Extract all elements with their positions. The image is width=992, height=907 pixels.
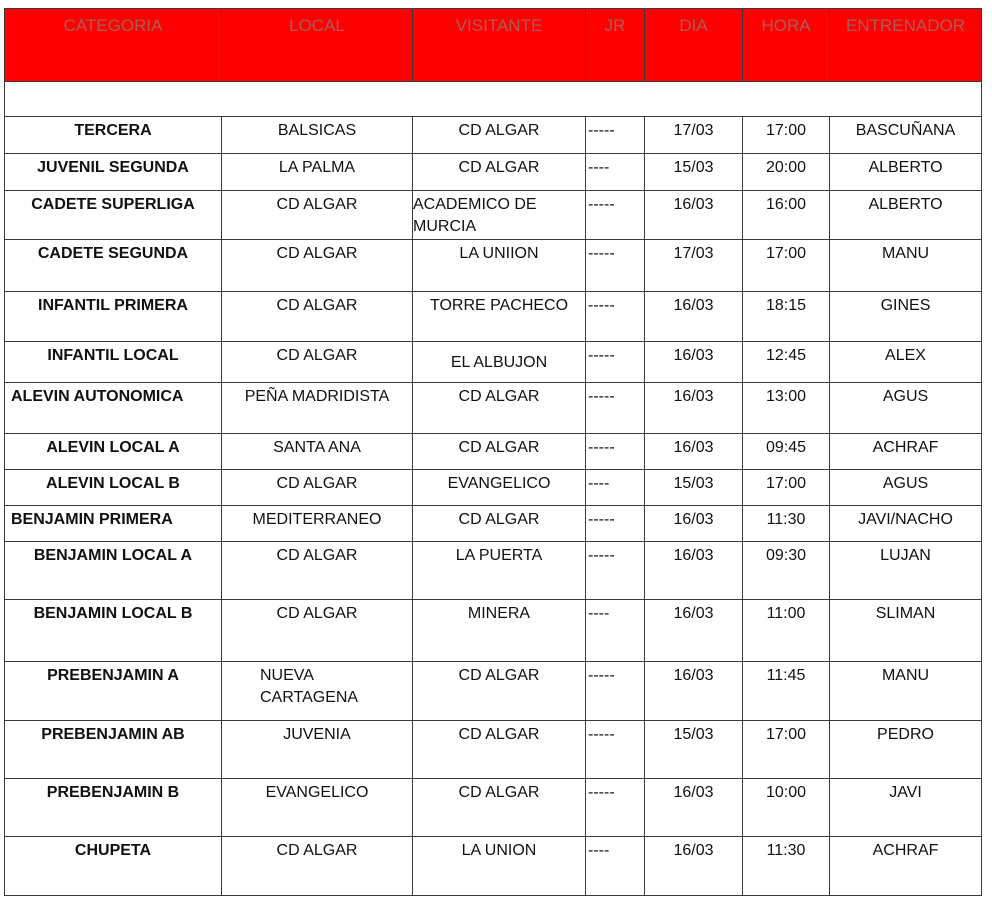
cell-entrenador: MANU [830,662,982,721]
cell-dia: 17/03 [645,117,743,154]
cell-categoria: ALEVIN LOCAL A [5,434,222,470]
cell-jr: ----- [586,542,645,600]
cell-local: CD ALGAR [222,342,413,383]
cell-dia: 16/03 [645,837,743,896]
table-row [5,342,982,383]
cell-entrenador: ALBERTO [830,191,982,240]
cell-dia: 16/03 [645,191,743,240]
cell-local: CD ALGAR [222,542,413,600]
cell-local: CD ALGAR [222,470,413,506]
cell-hora: 17:00 [743,721,830,779]
table-row [5,662,982,721]
cell-visitante: MINERA [413,600,586,662]
cell-entrenador: ACHRAF [830,434,982,470]
cell-local: JUVENIA [222,721,413,779]
cell-visitante: CD ALGAR [413,434,586,470]
cell-local: PEÑA MADRIDISTA [222,383,413,434]
cell-local: CD ALGAR [222,191,413,240]
cell-entrenador: MANU [830,240,982,292]
cell-entrenador: JAVI/NACHO [830,506,982,542]
spacer-row [5,82,982,117]
cell-local: CD ALGAR [222,837,413,896]
table-row [5,292,982,342]
cell-categoria: PREBENJAMIN A [5,662,222,721]
table-row [5,191,982,240]
cell-dia: 16/03 [645,600,743,662]
cell-dia: 16/03 [645,506,743,542]
cell-dia: 15/03 [645,154,743,191]
cell-jr: ---- [586,837,645,896]
cell-visitante: LA UNION [413,837,586,896]
cell-jr: ----- [586,721,645,779]
cell-categoria: CADETE SEGUNDA [5,240,222,292]
cell-jr: ----- [586,506,645,542]
cell-visitante: LA PUERTA [413,542,586,600]
cell-categoria: TERCERA [5,117,222,154]
header-visitante: VISITANTE [413,9,586,82]
cell-categoria: CADETE SUPERLIGA [5,191,222,240]
cell-visitante: LA UNIION [413,240,586,292]
cell-dia: 16/03 [645,342,743,383]
cell-entrenador: AGUS [830,383,982,434]
table-row [5,154,982,191]
header-hora: HORA [743,9,830,82]
cell-jr: ----- [586,779,645,837]
cell-dia: 16/03 [645,434,743,470]
cell-hora: 17:00 [743,470,830,506]
cell-jr: ---- [586,154,645,191]
cell-categoria: PREBENJAMIN B [5,779,222,837]
cell-categoria: INFANTIL PRIMERA [5,292,222,342]
cell-hora: 18:15 [743,292,830,342]
cell-jr: ----- [586,191,645,240]
cell-local: SANTA ANA [222,434,413,470]
table-row [5,600,982,662]
cell-entrenador: SLIMAN [830,600,982,662]
cell-visitante: EL ALBUJON [413,342,586,383]
spacer-cell [5,82,982,117]
table-row [5,837,982,896]
cell-entrenador: GINES [830,292,982,342]
cell-visitante: CD ALGAR [413,383,586,434]
cell-hora: 09:45 [743,434,830,470]
cell-local: MEDITERRANEO [222,506,413,542]
cell-categoria: PREBENJAMIN AB [5,721,222,779]
cell-dia: 16/03 [645,383,743,434]
cell-hora: 09:30 [743,542,830,600]
cell-visitante: CD ALGAR [413,721,586,779]
cell-categoria: ALEVIN AUTONOMICA [5,383,222,434]
table-row [5,721,982,779]
cell-jr: ----- [586,292,645,342]
header-local: LOCAL [222,9,413,82]
table-row [5,779,982,837]
cell-hora: 11:00 [743,600,830,662]
cell-jr: ---- [586,470,645,506]
cell-entrenador: ALEX [830,342,982,383]
cell-hora: 10:00 [743,779,830,837]
cell-jr: ----- [586,342,645,383]
cell-hora: 17:00 [743,240,830,292]
table-row [5,117,982,154]
cell-visitante: ACADEMICO DE MURCIA [413,191,586,240]
cell-dia: 16/03 [645,662,743,721]
cell-dia: 15/03 [645,721,743,779]
cell-hora: 16:00 [743,191,830,240]
cell-hora: 20:00 [743,154,830,191]
cell-dia: 16/03 [645,292,743,342]
cell-entrenador: BASCUÑANA [830,117,982,154]
cell-jr: ----- [586,240,645,292]
cell-entrenador: ACHRAF [830,837,982,896]
cell-visitante: CD ALGAR [413,154,586,191]
cell-categoria: INFANTIL LOCAL [5,342,222,383]
cell-jr: ----- [586,117,645,154]
cell-visitante: TORRE PACHECO [413,292,586,342]
cell-categoria: BENJAMIN LOCAL A [5,542,222,600]
cell-dia: 16/03 [645,542,743,600]
cell-dia: 15/03 [645,470,743,506]
cell-categoria: JUVENIL SEGUNDA [5,154,222,191]
cell-entrenador: PEDRO [830,721,982,779]
cell-local: LA PALMA [222,154,413,191]
header-categoria: CATEGORIA [5,9,222,82]
cell-hora: 17:00 [743,117,830,154]
header-row [5,9,982,82]
cell-local: CD ALGAR [222,240,413,292]
schedule-sheet [4,8,981,896]
match-schedule-table [4,8,982,896]
cell-visitante: CD ALGAR [413,506,586,542]
cell-hora: 13:00 [743,383,830,434]
cell-jr: ----- [586,662,645,721]
cell-hora: 11:30 [743,506,830,542]
cell-local: EVANGELICO [222,779,413,837]
cell-local: CD ALGAR [222,600,413,662]
cell-dia: 17/03 [645,240,743,292]
table-row [5,434,982,470]
header-jr: JR [586,9,645,82]
cell-hora: 11:45 [743,662,830,721]
cell-categoria: CHUPETA [5,837,222,896]
table-row [5,470,982,506]
cell-categoria: ALEVIN LOCAL B [5,470,222,506]
cell-visitante: CD ALGAR [413,117,586,154]
cell-hora: 12:45 [743,342,830,383]
cell-categoria: BENJAMIN PRIMERA [5,506,222,542]
cell-jr: ----- [586,383,645,434]
cell-entrenador: JAVI [830,779,982,837]
cell-visitante: CD ALGAR [413,779,586,837]
cell-local: BALSICAS [222,117,413,154]
table-row [5,383,982,434]
cell-entrenador: ALBERTO [830,154,982,191]
cell-categoria: BENJAMIN LOCAL B [5,600,222,662]
table-row [5,542,982,600]
cell-entrenador: LUJAN [830,542,982,600]
cell-visitante: CD ALGAR [413,662,586,721]
cell-hora: 11:30 [743,837,830,896]
cell-local: CD ALGAR [222,292,413,342]
table-row [5,506,982,542]
cell-jr: ----- [586,434,645,470]
table-row [5,240,982,292]
header-dia: DIA [645,9,743,82]
cell-local: NUEVA CARTAGENA [222,662,413,721]
cell-jr: ---- [586,600,645,662]
header-entrenador: ENTRENADOR [830,9,982,82]
cell-visitante: EVANGELICO [413,470,586,506]
cell-entrenador: AGUS [830,470,982,506]
cell-dia: 16/03 [645,779,743,837]
